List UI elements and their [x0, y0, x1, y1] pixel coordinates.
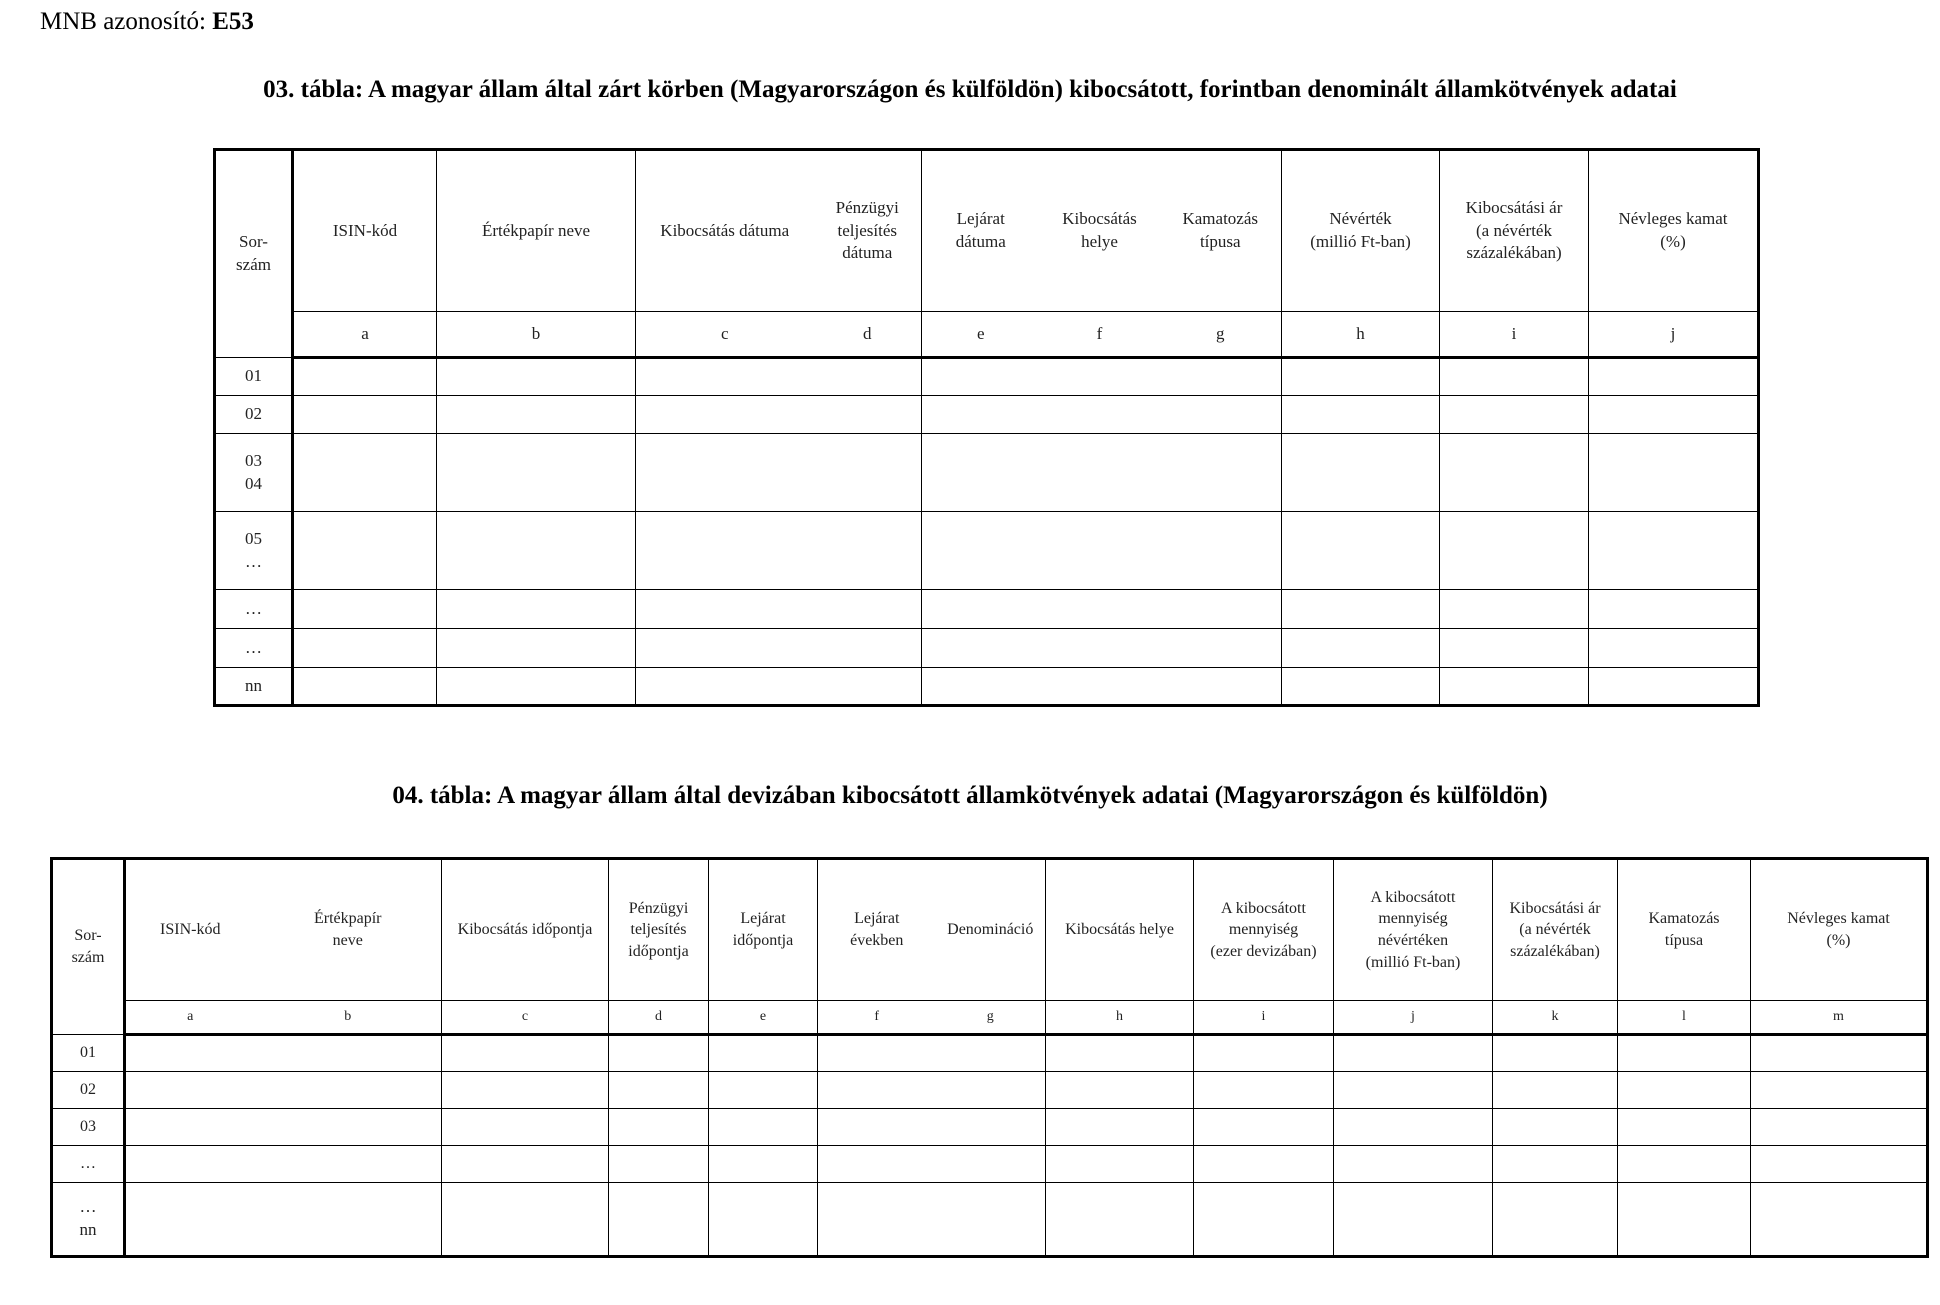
- col-header-nominal-rate: Névleges kamat (%): [1589, 150, 1759, 312]
- cell[interactable]: [1618, 1146, 1751, 1183]
- row-number: 02: [52, 1072, 125, 1109]
- cell[interactable]: [1040, 668, 1160, 706]
- cell[interactable]: [1618, 1072, 1751, 1109]
- cell[interactable]: [1282, 668, 1440, 706]
- cell[interactable]: [437, 668, 636, 706]
- row-number: …: [215, 590, 293, 629]
- cell[interactable]: [1334, 1109, 1493, 1146]
- cell[interactable]: [1046, 1109, 1194, 1146]
- table-row: [215, 590, 1759, 629]
- cell[interactable]: [1046, 1146, 1194, 1183]
- col-header-isin: ISIN-kód: [125, 859, 255, 1001]
- col-header-denomination: Denomináció: [936, 859, 1046, 1001]
- cell[interactable]: [1282, 358, 1440, 396]
- cell[interactable]: [936, 1183, 1046, 1257]
- table-row: [52, 1146, 1928, 1183]
- cell[interactable]: [1040, 512, 1160, 590]
- col-letter: g: [1160, 312, 1282, 358]
- col-letter: j: [1589, 312, 1759, 358]
- cell[interactable]: [636, 396, 814, 434]
- cell[interactable]: [922, 396, 1040, 434]
- cell[interactable]: [609, 1183, 709, 1257]
- cell[interactable]: [1440, 358, 1589, 396]
- cell[interactable]: [818, 1183, 936, 1257]
- cell[interactable]: [1440, 590, 1589, 629]
- cell[interactable]: [125, 1035, 255, 1072]
- col-letter: d: [609, 1001, 709, 1035]
- cell[interactable]: [293, 590, 437, 629]
- cell[interactable]: [255, 1035, 442, 1072]
- table03-title: 03. tábla: A magyar állam által zárt körben (Magyarországon és külföldön) kibocsátott, forintban denominált államkötvények adatai: [263, 76, 1677, 103]
- cell[interactable]: [818, 1109, 936, 1146]
- cell[interactable]: [636, 590, 814, 629]
- col-letter: l: [1618, 1001, 1751, 1035]
- cell[interactable]: [609, 1072, 709, 1109]
- cell[interactable]: [1282, 434, 1440, 512]
- col-header-issue-place: Kibocsátás helye: [1040, 150, 1160, 312]
- cell[interactable]: [636, 434, 814, 512]
- cell[interactable]: [709, 1146, 818, 1183]
- col-letter: e: [709, 1001, 818, 1035]
- cell[interactable]: [922, 590, 1040, 629]
- cell[interactable]: [255, 1183, 442, 1257]
- cell[interactable]: [1589, 668, 1759, 706]
- cell[interactable]: [293, 668, 437, 706]
- table-row: [52, 1109, 1928, 1146]
- row-number: 02: [215, 396, 293, 434]
- table-row: [52, 1035, 1928, 1072]
- cell[interactable]: [1040, 396, 1160, 434]
- col-header-face-value: Névérték (millió Ft-ban): [1282, 150, 1440, 312]
- col-header-maturity-time: Lejárat időpontja: [709, 859, 818, 1001]
- row-number: 03: [52, 1109, 125, 1146]
- cell[interactable]: [1334, 1183, 1493, 1257]
- table03: [213, 148, 1760, 707]
- col-header-isin: ISIN-kód: [293, 150, 437, 312]
- col-header-nominal-rate: Névleges kamat (%): [1751, 859, 1928, 1001]
- cell[interactable]: [1589, 629, 1759, 668]
- table-row: [215, 668, 1759, 706]
- cell[interactable]: [1589, 358, 1759, 396]
- row-number: 01: [52, 1035, 125, 1072]
- cell[interactable]: [1589, 590, 1759, 629]
- col-letter: j: [1334, 1001, 1493, 1035]
- cell[interactable]: [922, 668, 1040, 706]
- cell[interactable]: [1160, 358, 1282, 396]
- col-header-security-name: Értékpapír neve: [255, 859, 442, 1001]
- table-row: [215, 512, 1759, 590]
- cell[interactable]: [1440, 396, 1589, 434]
- cell[interactable]: [1751, 1146, 1928, 1183]
- cell[interactable]: [1334, 1146, 1493, 1183]
- cell[interactable]: [437, 434, 636, 512]
- cell[interactable]: [1751, 1183, 1928, 1257]
- cell[interactable]: [1282, 590, 1440, 629]
- col-letter: h: [1046, 1001, 1194, 1035]
- cell[interactable]: [293, 512, 437, 590]
- cell[interactable]: [1618, 1183, 1751, 1257]
- col-letter: i: [1440, 312, 1589, 358]
- col-letter: c: [442, 1001, 609, 1035]
- col-letter: i: [1194, 1001, 1334, 1035]
- col-header-settlement-time: Pénzügyi teljesítés időpontja: [609, 859, 709, 1001]
- cell[interactable]: [922, 512, 1040, 590]
- col-letter: f: [818, 1001, 936, 1035]
- col-letter: a: [125, 1001, 255, 1035]
- cell[interactable]: [1282, 396, 1440, 434]
- cell[interactable]: [1040, 434, 1160, 512]
- cell[interactable]: [255, 1109, 442, 1146]
- col-header-issue-price: Kibocsátási ár (a névérték százalékában): [1493, 859, 1618, 1001]
- cell[interactable]: [125, 1183, 255, 1257]
- col-header-quantity-fx: A kibocsátott mennyiség (ezer devizában): [1194, 859, 1334, 1001]
- col-letter: b: [437, 312, 636, 358]
- row-number: 05 …: [215, 512, 293, 590]
- col-header-security-name: Értékpapír neve: [437, 150, 636, 312]
- cell[interactable]: [1046, 1183, 1194, 1257]
- cell[interactable]: [1194, 1072, 1334, 1109]
- cell[interactable]: [1440, 512, 1589, 590]
- cell[interactable]: [442, 1109, 609, 1146]
- cell[interactable]: [1493, 1109, 1618, 1146]
- row-number: …: [52, 1146, 125, 1183]
- table-row: [215, 434, 1759, 512]
- cell[interactable]: [255, 1146, 442, 1183]
- cell[interactable]: [818, 1146, 936, 1183]
- cell[interactable]: [922, 629, 1040, 668]
- cell[interactable]: [1589, 512, 1759, 590]
- cell[interactable]: [636, 358, 814, 396]
- col-header-maturity-date: Lejárat dátuma: [922, 150, 1040, 312]
- col-header-quantity-huf: A kibocsátott mennyiség névértéken (millió Ft-ban): [1334, 859, 1493, 1001]
- cell[interactable]: [609, 1109, 709, 1146]
- cell[interactable]: [1493, 1035, 1618, 1072]
- cell[interactable]: [1160, 668, 1282, 706]
- col-letter: m: [1751, 1001, 1928, 1035]
- cell[interactable]: [437, 590, 636, 629]
- table-row: [52, 1183, 1928, 1257]
- row-number: … nn: [52, 1183, 125, 1257]
- col-header-interest-type: Kamatozás típusa: [1618, 859, 1751, 1001]
- cell[interactable]: [1040, 629, 1160, 668]
- cell[interactable]: [1493, 1072, 1618, 1109]
- col-letter: c: [636, 312, 814, 358]
- table04-title: 04. tábla: A magyar állam által devizában kibocsátott államkötvények adatai (Magyarországon és külföldön): [392, 782, 1548, 809]
- cell[interactable]: [818, 1072, 936, 1109]
- cell[interactable]: [814, 434, 922, 512]
- cell[interactable]: [1440, 668, 1589, 706]
- cell[interactable]: [1160, 512, 1282, 590]
- cell[interactable]: [709, 1183, 818, 1257]
- cell[interactable]: [814, 358, 922, 396]
- col-header-issue-price: Kibocsátási ár (a névérték százalékában): [1440, 150, 1589, 312]
- cell[interactable]: [1751, 1109, 1928, 1146]
- cell[interactable]: [1160, 434, 1282, 512]
- cell[interactable]: [1589, 396, 1759, 434]
- cell[interactable]: [709, 1072, 818, 1109]
- cell[interactable]: [442, 1035, 609, 1072]
- row-number: nn: [215, 668, 293, 706]
- cell[interactable]: [293, 396, 437, 434]
- row-number: …: [215, 629, 293, 668]
- cell[interactable]: [1493, 1146, 1618, 1183]
- col-header-settlement-date: Pénzügyi teljesítés dátuma: [814, 150, 922, 312]
- cell[interactable]: [814, 590, 922, 629]
- cell[interactable]: [1160, 629, 1282, 668]
- col-header-issue-time: Kibocsátás időpontja: [442, 859, 609, 1001]
- cell[interactable]: [814, 512, 922, 590]
- cell[interactable]: [936, 1035, 1046, 1072]
- row-number-header: Sor- szám: [52, 859, 125, 1035]
- table-row: [215, 358, 1759, 396]
- cell[interactable]: [1040, 590, 1160, 629]
- mnb-id-label: MNB azonosító:: [40, 8, 206, 35]
- cell[interactable]: [636, 512, 814, 590]
- row-number-header: Sor- szám: [215, 150, 293, 358]
- cell[interactable]: [1334, 1072, 1493, 1109]
- cell[interactable]: [1282, 629, 1440, 668]
- col-letter: a: [293, 312, 437, 358]
- cell[interactable]: [125, 1109, 255, 1146]
- cell[interactable]: [922, 358, 1040, 396]
- cell[interactable]: [814, 629, 922, 668]
- cell[interactable]: [1282, 512, 1440, 590]
- cell[interactable]: [922, 434, 1040, 512]
- cell[interactable]: [936, 1072, 1046, 1109]
- cell[interactable]: [255, 1072, 442, 1109]
- cell[interactable]: [1040, 358, 1160, 396]
- col-letter: k: [1493, 1001, 1618, 1035]
- cell[interactable]: [437, 512, 636, 590]
- cell[interactable]: [1440, 629, 1589, 668]
- cell[interactable]: [442, 1072, 609, 1109]
- cell[interactable]: [1618, 1035, 1751, 1072]
- col-header-issue-place: Kibocsátás helye: [1046, 859, 1194, 1001]
- cell[interactable]: [814, 668, 922, 706]
- row-number: 01: [215, 358, 293, 396]
- cell[interactable]: [709, 1035, 818, 1072]
- cell[interactable]: [125, 1072, 255, 1109]
- cell[interactable]: [636, 668, 814, 706]
- col-header-maturity-years: Lejárat években: [818, 859, 936, 1001]
- cell[interactable]: [709, 1109, 818, 1146]
- cell[interactable]: [1440, 434, 1589, 512]
- cell[interactable]: [437, 358, 636, 396]
- cell[interactable]: [1751, 1072, 1928, 1109]
- cell[interactable]: [936, 1146, 1046, 1183]
- cell[interactable]: [1046, 1035, 1194, 1072]
- table-row: [215, 396, 1759, 434]
- cell[interactable]: [125, 1146, 255, 1183]
- col-header-issue-date: Kibocsátás dátuma: [636, 150, 814, 312]
- cell[interactable]: [609, 1146, 709, 1183]
- cell[interactable]: [1194, 1035, 1334, 1072]
- cell[interactable]: [442, 1183, 609, 1257]
- cell[interactable]: [936, 1109, 1046, 1146]
- cell[interactable]: [1334, 1035, 1493, 1072]
- mnb-id-value: E53: [212, 8, 254, 35]
- cell[interactable]: [293, 629, 437, 668]
- cell[interactable]: [1589, 434, 1759, 512]
- cell[interactable]: [293, 434, 437, 512]
- cell[interactable]: [636, 629, 814, 668]
- table04: [50, 857, 1929, 1258]
- cell[interactable]: [1160, 396, 1282, 434]
- col-letter: h: [1282, 312, 1440, 358]
- col-letter: g: [936, 1001, 1046, 1035]
- cell[interactable]: [1194, 1109, 1334, 1146]
- cell[interactable]: [437, 629, 636, 668]
- cell[interactable]: [609, 1035, 709, 1072]
- cell[interactable]: [437, 396, 636, 434]
- cell[interactable]: [442, 1146, 609, 1183]
- col-letter: f: [1040, 312, 1160, 358]
- cell[interactable]: [818, 1035, 936, 1072]
- cell[interactable]: [1046, 1072, 1194, 1109]
- col-letter: b: [255, 1001, 442, 1035]
- row-number: 03 04: [215, 434, 293, 512]
- cell[interactable]: [1618, 1109, 1751, 1146]
- cell[interactable]: [1751, 1035, 1928, 1072]
- table-row: [215, 629, 1759, 668]
- cell[interactable]: [1493, 1183, 1618, 1257]
- cell[interactable]: [1194, 1146, 1334, 1183]
- col-header-interest-type: Kamatozás típusa: [1160, 150, 1282, 312]
- cell[interactable]: [293, 358, 437, 396]
- cell[interactable]: [1194, 1183, 1334, 1257]
- col-letter: e: [922, 312, 1040, 358]
- col-letter: d: [814, 312, 922, 358]
- table-row: [52, 1072, 1928, 1109]
- mnb-identifier: [40, 8, 254, 36]
- cell[interactable]: [814, 396, 922, 434]
- cell[interactable]: [1160, 590, 1282, 629]
